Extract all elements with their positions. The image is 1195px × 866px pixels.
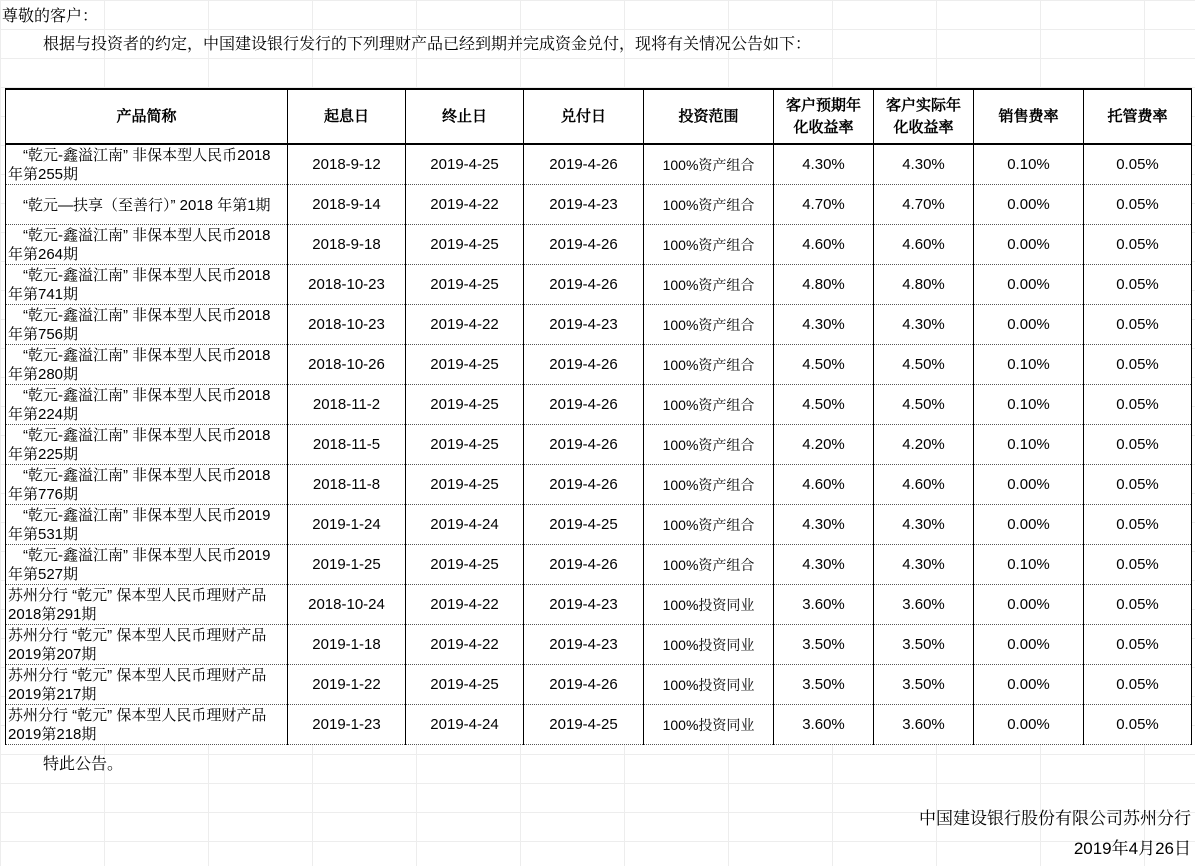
end-date-cell: 2019-4-25 xyxy=(406,465,524,505)
expected-yield-cell: 4.30% xyxy=(774,144,874,185)
expected-yield-cell: 4.60% xyxy=(774,225,874,265)
expected-yield-cell: 3.50% xyxy=(774,665,874,705)
end-date-cell: 2019-4-25 xyxy=(406,385,524,425)
product-name-cell: “乾元-鑫溢江南” 非保本型人民币2019年第527期 xyxy=(6,545,288,585)
column-header-expected-yield: 客户预期年化收益率 xyxy=(774,89,874,144)
payment-date-cell: 2019-4-23 xyxy=(524,585,644,625)
sales-fee-cell: 0.00% xyxy=(974,505,1084,545)
custody-fee-cell: 0.05% xyxy=(1084,585,1192,625)
custody-fee-cell: 0.05% xyxy=(1084,265,1192,305)
end-date-cell: 2019-4-25 xyxy=(406,345,524,385)
expected-yield-cell: 4.70% xyxy=(774,185,874,225)
start-date-cell: 2018-11-5 xyxy=(288,425,406,465)
investment-scope-cell: 100%投资同业 xyxy=(644,585,774,625)
end-date-cell: 2019-4-22 xyxy=(406,185,524,225)
greeting-line: 尊敬的客户： xyxy=(2,8,99,25)
actual-yield-cell: 4.50% xyxy=(874,385,974,425)
product-name-cell: 苏州分行 “乾元” 保本型人民币理财产品2019第218期 xyxy=(6,705,288,745)
table-row xyxy=(6,545,1192,585)
end-date-cell: 2019-4-24 xyxy=(406,705,524,745)
intro-paragraph: 根据与投资者的约定，中国建设银行发行的下列理财产品已经到期并完成资金兑付，现将有关情况公告如下： xyxy=(43,36,812,53)
table-row xyxy=(6,465,1192,505)
custody-fee-cell: 0.05% xyxy=(1084,425,1192,465)
expected-yield-cell: 3.50% xyxy=(774,625,874,665)
start-date-cell: 2018-10-23 xyxy=(288,305,406,345)
actual-yield-cell: 4.30% xyxy=(874,505,974,545)
start-date-cell: 2018-10-23 xyxy=(288,265,406,305)
table-row xyxy=(6,345,1192,385)
investment-scope-cell: 100%资产组合 xyxy=(644,144,774,185)
custody-fee-cell: 0.05% xyxy=(1084,505,1192,545)
sales-fee-cell: 0.00% xyxy=(974,625,1084,665)
end-date-cell: 2019-4-25 xyxy=(406,545,524,585)
product-name-cell: “乾元-鑫溢江南” 非保本型人民币2018年第741期 xyxy=(6,265,288,305)
end-date-cell: 2019-4-25 xyxy=(406,265,524,305)
table-row xyxy=(6,705,1192,745)
custody-fee-cell: 0.05% xyxy=(1084,465,1192,505)
column-header-sales-fee: 销售费率 xyxy=(974,89,1084,144)
investment-scope-cell: 100%资产组合 xyxy=(644,505,774,545)
expected-yield-cell: 4.50% xyxy=(774,385,874,425)
sales-fee-cell: 0.10% xyxy=(974,345,1084,385)
sales-fee-cell: 0.00% xyxy=(974,225,1084,265)
custody-fee-cell: 0.05% xyxy=(1084,705,1192,745)
payment-date-cell: 2019-4-26 xyxy=(524,465,644,505)
closing-line: 特此公告。 xyxy=(43,756,124,773)
sales-fee-cell: 0.00% xyxy=(974,305,1084,345)
investment-scope-cell: 100%投资同业 xyxy=(644,705,774,745)
column-header-product-name: 产品简称 xyxy=(6,89,288,144)
payment-date-cell: 2019-4-23 xyxy=(524,185,644,225)
table-row xyxy=(6,265,1192,305)
column-header-custody-fee: 托管费率 xyxy=(1084,89,1192,144)
start-date-cell: 2018-9-12 xyxy=(288,144,406,185)
investment-scope-cell: 100%投资同业 xyxy=(644,625,774,665)
start-date-cell: 2018-11-8 xyxy=(288,465,406,505)
sales-fee-cell: 0.10% xyxy=(974,545,1084,585)
column-header-payment-date: 兑付日 xyxy=(524,89,644,144)
product-name-cell: “乾元-鑫溢江南” 非保本型人民币2018年第776期 xyxy=(6,465,288,505)
custody-fee-cell: 0.05% xyxy=(1084,665,1192,705)
signature-block xyxy=(0,804,1195,864)
end-date-cell: 2019-4-22 xyxy=(406,305,524,345)
product-name-cell: “乾元-鑫溢江南” 非保本型人民币2018年第255期 xyxy=(6,144,288,185)
actual-yield-cell: 4.50% xyxy=(874,345,974,385)
sales-fee-cell: 0.10% xyxy=(974,385,1084,425)
product-redemption-table xyxy=(5,88,1192,745)
custody-fee-cell: 0.05% xyxy=(1084,545,1192,585)
actual-yield-cell: 3.60% xyxy=(874,585,974,625)
start-date-cell: 2018-9-14 xyxy=(288,185,406,225)
payment-date-cell: 2019-4-26 xyxy=(524,144,644,185)
header-row xyxy=(6,89,1192,144)
actual-yield-cell: 4.80% xyxy=(874,265,974,305)
actual-yield-cell: 4.30% xyxy=(874,545,974,585)
actual-yield-cell: 3.50% xyxy=(874,625,974,665)
custody-fee-cell: 0.05% xyxy=(1084,345,1192,385)
investment-scope-cell: 100%资产组合 xyxy=(644,305,774,345)
custody-fee-cell: 0.05% xyxy=(1084,305,1192,345)
investment-scope-cell: 100%资产组合 xyxy=(644,225,774,265)
payment-date-cell: 2019-4-26 xyxy=(524,225,644,265)
start-date-cell: 2019-1-22 xyxy=(288,665,406,705)
start-date-cell: 2018-10-26 xyxy=(288,345,406,385)
sales-fee-cell: 0.10% xyxy=(974,425,1084,465)
payment-date-cell: 2019-4-26 xyxy=(524,385,644,425)
table-header-row xyxy=(6,89,1192,144)
table-row xyxy=(6,585,1192,625)
start-date-cell: 2018-9-18 xyxy=(288,225,406,265)
actual-yield-cell: 4.30% xyxy=(874,305,974,345)
product-name-cell: “乾元—扶享（至善行）” 2018 年第1期 xyxy=(6,185,288,225)
sales-fee-cell: 0.00% xyxy=(974,185,1084,225)
expected-yield-cell: 4.50% xyxy=(774,345,874,385)
column-header-investment-scope: 投资范围 xyxy=(644,89,774,144)
expected-yield-cell: 4.30% xyxy=(774,505,874,545)
end-date-cell: 2019-4-22 xyxy=(406,625,524,665)
table-row xyxy=(6,625,1192,665)
payment-date-cell: 2019-4-25 xyxy=(524,505,644,545)
expected-yield-cell: 3.60% xyxy=(774,705,874,745)
investment-scope-cell: 100%投资同业 xyxy=(644,665,774,705)
start-date-cell: 2019-1-23 xyxy=(288,705,406,745)
end-date-cell: 2019-4-25 xyxy=(406,425,524,465)
sales-fee-cell: 0.10% xyxy=(974,144,1084,185)
sales-fee-cell: 0.00% xyxy=(974,705,1084,745)
table-row xyxy=(6,144,1192,185)
investment-scope-cell: 100%资产组合 xyxy=(644,345,774,385)
product-name-cell: “乾元-鑫溢江南” 非保本型人民币2019年第531期 xyxy=(6,505,288,545)
payment-date-cell: 2019-4-26 xyxy=(524,665,644,705)
expected-yield-cell: 4.20% xyxy=(774,425,874,465)
expected-yield-cell: 4.30% xyxy=(774,545,874,585)
start-date-cell: 2018-10-24 xyxy=(288,585,406,625)
start-date-cell: 2019-1-25 xyxy=(288,545,406,585)
sales-fee-cell: 0.00% xyxy=(974,665,1084,705)
start-date-cell: 2019-1-24 xyxy=(288,505,406,545)
table-row xyxy=(6,225,1192,265)
table-body xyxy=(6,144,1192,745)
product-name-cell: “乾元-鑫溢江南” 非保本型人民币2018年第224期 xyxy=(6,385,288,425)
table-row xyxy=(6,505,1192,545)
product-name-cell: 苏州分行 “乾元” 保本型人民币理财产品2019第207期 xyxy=(6,625,288,665)
column-header-end-date: 终止日 xyxy=(406,89,524,144)
product-name-cell: “乾元-鑫溢江南” 非保本型人民币2018年第225期 xyxy=(6,425,288,465)
custody-fee-cell: 0.05% xyxy=(1084,144,1192,185)
actual-yield-cell: 4.60% xyxy=(874,225,974,265)
column-header-actual-yield: 客户实际年化收益率 xyxy=(874,89,974,144)
table-row xyxy=(6,425,1192,465)
end-date-cell: 2019-4-25 xyxy=(406,225,524,265)
custody-fee-cell: 0.05% xyxy=(1084,185,1192,225)
start-date-cell: 2018-11-2 xyxy=(288,385,406,425)
table-row xyxy=(6,185,1192,225)
custody-fee-cell: 0.05% xyxy=(1084,625,1192,665)
column-header-start-date: 起息日 xyxy=(288,89,406,144)
end-date-cell: 2019-4-24 xyxy=(406,505,524,545)
sales-fee-cell: 0.00% xyxy=(974,585,1084,625)
payment-date-cell: 2019-4-26 xyxy=(524,545,644,585)
actual-yield-cell: 3.50% xyxy=(874,665,974,705)
actual-yield-cell: 3.60% xyxy=(874,705,974,745)
actual-yield-cell: 4.30% xyxy=(874,144,974,185)
table-row xyxy=(6,305,1192,345)
table-row xyxy=(6,665,1192,705)
expected-yield-cell: 4.80% xyxy=(774,265,874,305)
end-date-cell: 2019-4-25 xyxy=(406,144,524,185)
payment-date-cell: 2019-4-23 xyxy=(524,305,644,345)
start-date-cell: 2019-1-18 xyxy=(288,625,406,665)
investment-scope-cell: 100%资产组合 xyxy=(644,465,774,505)
table-row xyxy=(6,385,1192,425)
payment-date-cell: 2019-4-23 xyxy=(524,625,644,665)
expected-yield-cell: 4.60% xyxy=(774,465,874,505)
product-name-cell: 苏州分行 “乾元” 保本型人民币理财产品2019第217期 xyxy=(6,665,288,705)
end-date-cell: 2019-4-25 xyxy=(406,665,524,705)
investment-scope-cell: 100%资产组合 xyxy=(644,425,774,465)
investment-scope-cell: 100%资产组合 xyxy=(644,545,774,585)
expected-yield-cell: 4.30% xyxy=(774,305,874,345)
product-name-cell: “乾元-鑫溢江南” 非保本型人民币2018年第280期 xyxy=(6,345,288,385)
investment-scope-cell: 100%资产组合 xyxy=(644,385,774,425)
sales-fee-cell: 0.00% xyxy=(974,465,1084,505)
product-name-cell: 苏州分行 “乾元” 保本型人民币理财产品2018第291期 xyxy=(6,585,288,625)
payment-date-cell: 2019-4-26 xyxy=(524,265,644,305)
product-name-cell: “乾元-鑫溢江南” 非保本型人民币2018年第756期 xyxy=(6,305,288,345)
actual-yield-cell: 4.60% xyxy=(874,465,974,505)
payment-date-cell: 2019-4-26 xyxy=(524,425,644,465)
sales-fee-cell: 0.00% xyxy=(974,265,1084,305)
custody-fee-cell: 0.05% xyxy=(1084,225,1192,265)
signature-bank: 中国建设银行股份有限公司苏州分行 xyxy=(919,809,1191,828)
expected-yield-cell: 3.60% xyxy=(774,585,874,625)
investment-scope-cell: 100%资产组合 xyxy=(644,265,774,305)
payment-date-cell: 2019-4-26 xyxy=(524,345,644,385)
product-name-cell: “乾元-鑫溢江南” 非保本型人民币2018年第264期 xyxy=(6,225,288,265)
actual-yield-cell: 4.20% xyxy=(874,425,974,465)
end-date-cell: 2019-4-22 xyxy=(406,585,524,625)
signature-date: 2019年4月26日 xyxy=(1073,839,1191,858)
actual-yield-cell: 4.70% xyxy=(874,185,974,225)
custody-fee-cell: 0.05% xyxy=(1084,385,1192,425)
payment-date-cell: 2019-4-25 xyxy=(524,705,644,745)
investment-scope-cell: 100%资产组合 xyxy=(644,185,774,225)
